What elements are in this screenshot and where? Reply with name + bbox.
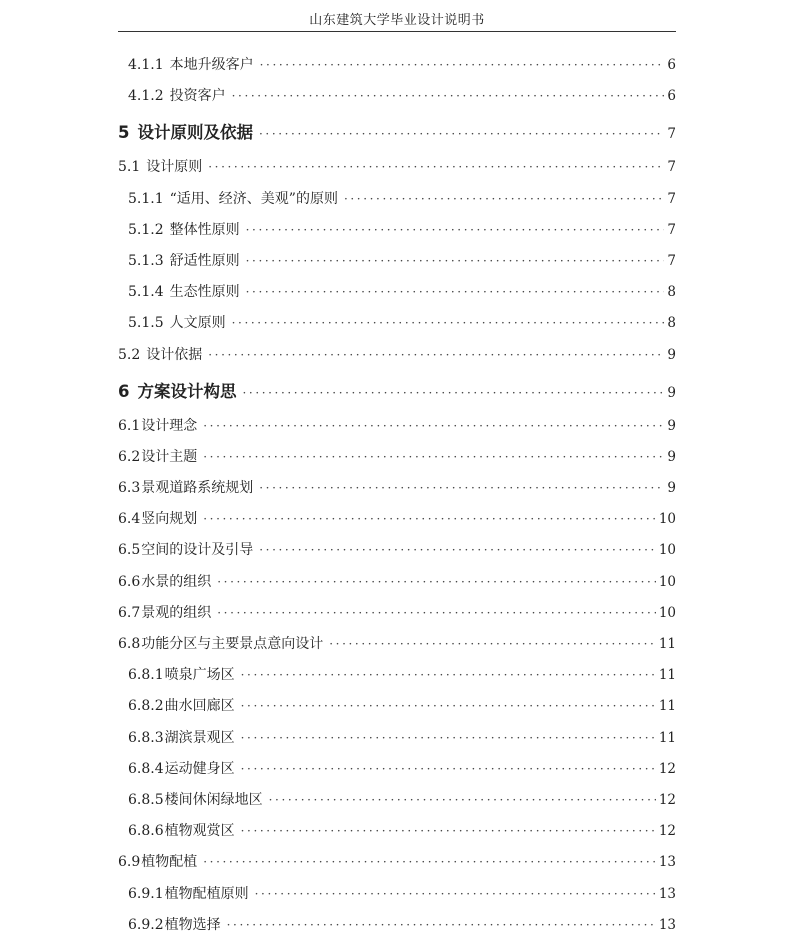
- toc-page-number: 8: [667, 284, 676, 301]
- toc-entry-number: 6: [118, 381, 130, 401]
- toc-entry[interactable]: [118, 446, 676, 477]
- toc-dot-leader: [208, 348, 664, 362]
- toc-entry-title: 景观的组织: [141, 604, 212, 621]
- toc-page-number: 13: [658, 854, 676, 871]
- page-header: [118, 10, 676, 32]
- toc-page-number: 9: [667, 384, 676, 401]
- toc-entry[interactable]: [118, 415, 676, 446]
- toc-entry[interactable]: [118, 375, 676, 415]
- toc-entry-number: 6.1: [118, 417, 141, 434]
- toc-dot-leader: [241, 762, 656, 776]
- toc-entry[interactable]: [118, 914, 676, 945]
- table-of-contents: [118, 54, 676, 945]
- toc-entry[interactable]: [118, 85, 676, 116]
- toc-entry-number: 6.3: [118, 480, 141, 497]
- toc-entry-title: 人文原则: [169, 315, 226, 332]
- toc-entry-number: 5.2: [118, 346, 141, 363]
- toc-dot-leader: [259, 481, 664, 495]
- toc-page-number: 10: [658, 542, 676, 559]
- toc-entry[interactable]: [118, 54, 676, 85]
- toc-dot-leader: [241, 824, 656, 838]
- toc-dot-leader: [246, 223, 665, 237]
- toc-page-number: 7: [667, 252, 676, 269]
- toc-page-number: 11: [658, 729, 676, 746]
- toc-entry-title: 竖向规划: [141, 511, 198, 528]
- toc-entry[interactable]: [118, 571, 676, 602]
- toc-entry-number: 5.1.2: [128, 221, 164, 238]
- toc-entry[interactable]: [118, 602, 676, 633]
- toc-page-number: 10: [658, 511, 676, 528]
- toc-page-number: 9: [667, 480, 676, 497]
- toc-page-number: 6: [667, 57, 676, 73]
- toc-entry-title: 运动健身区: [164, 760, 235, 777]
- toc-entry-title: “适用、经济、美观”的原则: [169, 190, 338, 207]
- toc-entry-number: 5.1.4: [128, 284, 164, 301]
- toc-page-number: 7: [667, 190, 676, 207]
- toc-dot-leader: [203, 855, 656, 869]
- toc-entry-number: 6.8.3: [128, 729, 164, 746]
- toc-entry[interactable]: [118, 219, 676, 250]
- toc-entry[interactable]: [118, 539, 676, 570]
- toc-entry-number: 6.9.2: [128, 916, 164, 933]
- toc-entry-number: 6.4: [118, 511, 141, 528]
- toc-page-number: 7: [667, 126, 676, 143]
- toc-dot-leader: [344, 192, 664, 206]
- toc-entry-title: 整体性原则: [169, 221, 240, 238]
- toc-dot-leader: [259, 127, 664, 141]
- toc-page-number: 12: [658, 791, 676, 808]
- toc-entry-title: 植物观赏区: [164, 823, 235, 840]
- toc-entry-number: 6.8.2: [128, 698, 164, 715]
- toc-entry-number: 4.1.2: [128, 88, 164, 105]
- toc-entry[interactable]: [118, 820, 676, 851]
- toc-entry[interactable]: [118, 789, 676, 820]
- toc-page-number: 9: [667, 417, 676, 434]
- toc-dot-leader: [208, 160, 664, 174]
- toc-entry-number: 6.9: [118, 854, 141, 871]
- toc-entry[interactable]: [118, 156, 676, 187]
- toc-page-number: 9: [667, 346, 676, 363]
- toc-page-number: 11: [658, 667, 676, 684]
- toc-entry[interactable]: [118, 883, 676, 914]
- toc-entry-title: 空间的设计及引导: [141, 542, 254, 559]
- toc-entry-title: 本地升级客户: [169, 57, 254, 73]
- toc-entry-title: 设计原则及依据: [137, 123, 253, 143]
- toc-entry-title: 植物选择: [164, 916, 221, 933]
- toc-entry-title: 植物配植原则: [164, 885, 249, 902]
- toc-entry-title: 功能分区与主要景点意向设计: [141, 636, 324, 652]
- toc-dot-leader: [241, 668, 656, 682]
- toc-dot-leader: [203, 450, 664, 464]
- toc-entry-title: 湖滨景观区: [164, 729, 235, 746]
- toc-entry[interactable]: [118, 116, 676, 156]
- toc-page-number: 8: [667, 315, 676, 332]
- toc-dot-leader: [241, 699, 656, 713]
- toc-dot-leader: [329, 637, 656, 651]
- toc-page-number: 12: [658, 760, 676, 777]
- toc-entry[interactable]: [118, 188, 676, 219]
- toc-entry[interactable]: [118, 758, 676, 789]
- toc-entry-number: 5.1: [118, 159, 141, 176]
- toc-entry-number: 6.8: [118, 636, 141, 652]
- toc-dot-leader: [232, 316, 665, 330]
- toc-dot-leader: [241, 731, 656, 745]
- toc-page-number: 11: [658, 698, 676, 715]
- toc-page-number: 7: [667, 221, 676, 238]
- toc-entry[interactable]: [118, 695, 676, 726]
- toc-entry-title: 投资客户: [169, 88, 226, 105]
- toc-entry-number: 6.2: [118, 448, 141, 465]
- toc-entry[interactable]: [118, 281, 676, 312]
- toc-entry[interactable]: [118, 508, 676, 539]
- toc-entry-number: 6.9.1: [128, 885, 164, 902]
- toc-page-number: 9: [667, 448, 676, 465]
- toc-entry[interactable]: [118, 344, 676, 375]
- toc-entry-title: 楼间休闲绿地区: [164, 791, 263, 808]
- toc-entry-title: 舒适性原则: [169, 252, 240, 269]
- toc-entry[interactable]: [118, 727, 676, 758]
- toc-dot-leader: [259, 543, 656, 557]
- toc-entry-title: 景观道路系统规划: [141, 480, 254, 497]
- toc-page-number: 11: [658, 636, 676, 652]
- toc-entry-number: 6.8.6: [128, 823, 164, 840]
- toc-entry-title: 方案设计构思: [137, 381, 237, 401]
- toc-entry[interactable]: [118, 664, 676, 695]
- toc-entry-title: 曲水回廊区: [164, 698, 235, 715]
- toc-entry[interactable]: [118, 312, 676, 343]
- toc-entry-number: 5: [118, 123, 130, 143]
- toc-entry-title: 植物配植: [141, 854, 198, 871]
- toc-entry-number: 6.6: [118, 573, 141, 590]
- toc-entry-title: 设计主题: [141, 448, 198, 465]
- toc-page-number: 13: [658, 916, 676, 933]
- toc-dot-leader: [269, 793, 656, 807]
- toc-page-number: 12: [658, 823, 676, 840]
- toc-entry-number: 6.5: [118, 542, 141, 559]
- toc-entry-title: 水景的组织: [141, 573, 212, 590]
- toc-entry-title: 设计理念: [141, 417, 198, 434]
- toc-page-number: 10: [658, 573, 676, 590]
- toc-page-number: 6: [667, 88, 676, 105]
- toc-entry-number: 6.8.1: [128, 667, 164, 684]
- toc-entry-title: 喷泉广场区: [164, 667, 235, 684]
- toc-dot-leader: [203, 512, 656, 526]
- header-title: 山东建筑大学毕业设计说明书: [309, 13, 485, 28]
- toc-entry-number: 6.8.4: [128, 760, 164, 777]
- toc-entry-number: 6.8.5: [128, 791, 164, 808]
- toc-entry-number: 5.1.5: [128, 315, 164, 332]
- toc-entry-number: 6.7: [118, 604, 141, 621]
- toc-dot-leader: [217, 606, 656, 620]
- toc-entry-number: 4.1.1: [128, 57, 164, 73]
- toc-dot-leader: [227, 918, 656, 932]
- toc-dot-leader: [255, 887, 656, 901]
- toc-entry[interactable]: [118, 250, 676, 281]
- toc-entry-number: 5.1.3: [128, 252, 164, 269]
- toc-dot-leader: [217, 575, 656, 589]
- toc-entry[interactable]: [118, 633, 676, 664]
- toc-entry[interactable]: [118, 477, 676, 508]
- toc-dot-leader: [232, 89, 665, 103]
- toc-entry-title: 设计原则: [146, 159, 203, 176]
- toc-page-number: 7: [667, 159, 676, 176]
- toc-entry-number: 5.1.1: [128, 190, 164, 207]
- toc-entry[interactable]: [118, 851, 676, 882]
- toc-page-number: 10: [658, 604, 676, 621]
- toc-dot-leader: [242, 386, 664, 400]
- toc-dot-leader: [260, 58, 665, 72]
- toc-dot-leader: [246, 254, 665, 268]
- toc-page-number: 13: [658, 885, 676, 902]
- toc-entry-title: 生态性原则: [169, 284, 240, 301]
- toc-dot-leader: [203, 419, 664, 433]
- toc-dot-leader: [246, 285, 665, 299]
- toc-entry-title: 设计依据: [146, 346, 203, 363]
